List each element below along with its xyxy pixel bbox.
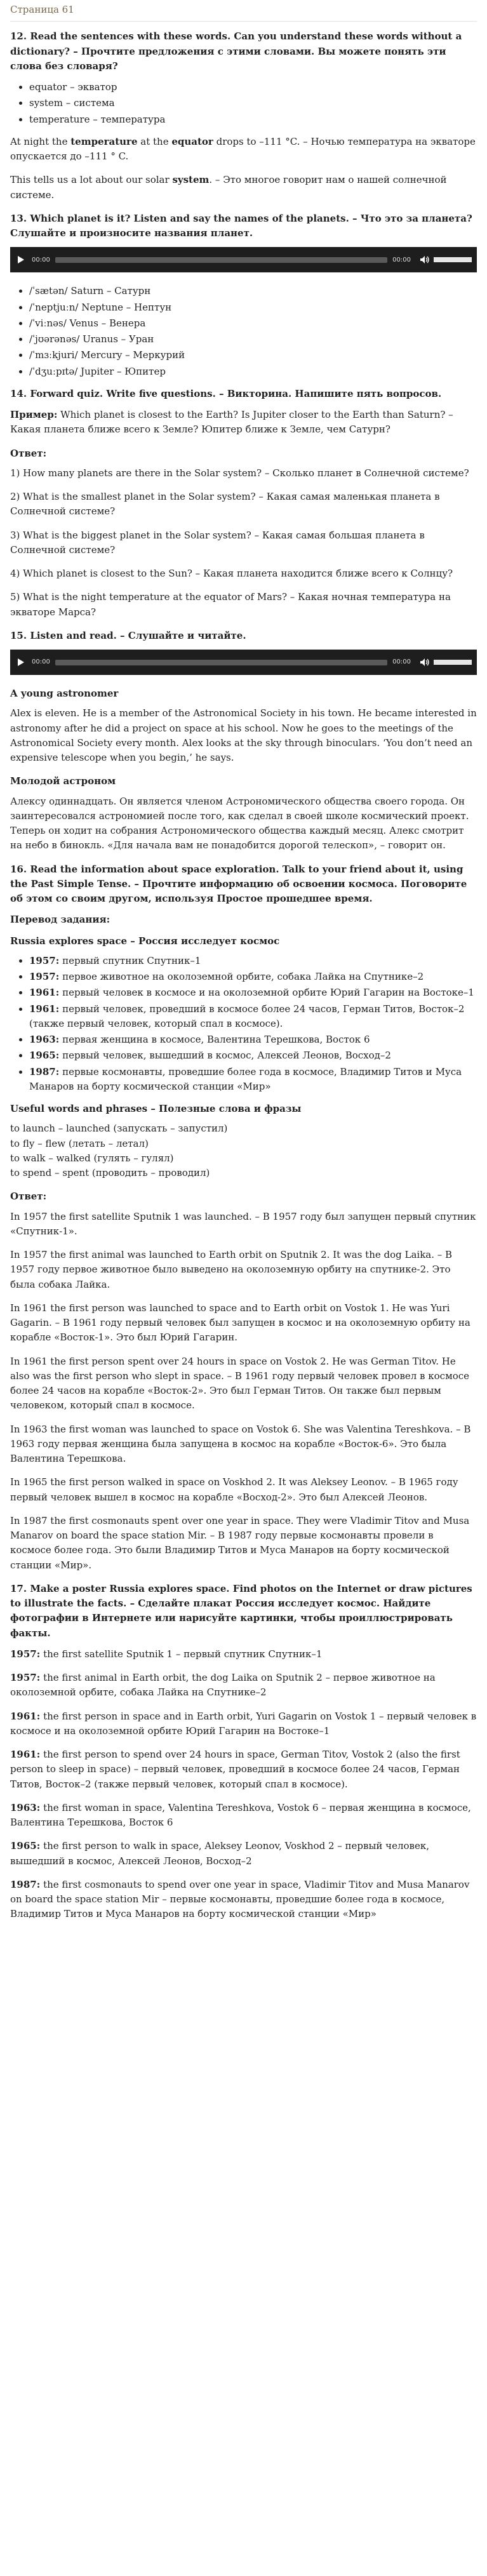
phrase-list: [10, 1121, 477, 1180]
fact-item: [10, 1747, 477, 1792]
answer-item: In 1965 the first person walked in space on Voskhod 2. It was Aleksey Leonov. – В 1965 году первый человек вышел в космос на корабле «Восход-2». Это был Алексей Леонов.: [10, 1476, 458, 1503]
list-item: • /ˈdʒuːpɪtə/ Jupiter – Юпитер: [29, 364, 477, 379]
story-title-ru: Молодой астроном: [10, 775, 116, 787]
ex12-sentence-2: [10, 173, 477, 203]
answer-item: In 1957 the first satellite Sputnik 1 was launched. – В 1957 году был запущен первый спутник «Спутник-1».: [10, 1210, 476, 1237]
text: This tells us a lot about our solar: [10, 174, 173, 186]
fact-text: первый человек, вышедший в космос, Алексей Леонов, Восход–2: [59, 1050, 391, 1062]
translation-label: Перевод задания:: [10, 914, 110, 926]
volume-icon[interactable]: [420, 658, 430, 667]
list-item: [29, 985, 477, 1000]
volume-slider[interactable]: [434, 257, 472, 262]
fact-item: [10, 1878, 477, 1922]
answer-item: 4) Which planet is closest to the Sun? – Какая планета находится ближе всего к Солнцу?: [10, 568, 453, 579]
fact-text: первые космонавты, проведшие более года в космосе, Владимир Титов и Муса Манаров на борту космической станции «Мир»: [29, 1065, 462, 1092]
fact-text: the first animal in Earth orbit, the dog Laika on Sputnik 2 – первое животное на околоземной орбите, собака Лайка на Спутнике–2: [10, 1672, 436, 1698]
fact-item: [10, 1801, 477, 1831]
audio-progress-bar[interactable]: [55, 257, 387, 263]
text: at the: [137, 135, 172, 147]
ex16-heading: 16. Read the information about space exploration. Talk to your friend about it, using the Past Simple Tense. – Прочтите информацию об освоении космоса. Поговорите об этом со своим другом, используя Простое прошедшее время.: [10, 863, 467, 904]
fact-text: первый человек, проведший в космосе более 24 часов, Герман Титов, Восток–2 (также первый человек, который спал в космосе).: [29, 1003, 465, 1029]
list-item: [29, 1032, 477, 1047]
ex13-planet-list: [10, 284, 477, 379]
audio-current-time: 00:00: [32, 658, 50, 666]
fact-year: 1961:: [29, 987, 60, 999]
fact-text: первый человек в космосе и на околоземной орбите Юрий Гагарин на Востоке–1: [59, 987, 474, 999]
example-label: Пример:: [10, 409, 58, 420]
fact-year: 1987:: [29, 1065, 60, 1078]
story-text-en: Alex is eleven. He is a member of the Astronomical Society in his town. He became interested in astronomy after he did a project on space at his school. Now he goes to the meetings of the Astronomical Society every month. Alex looks at the sky through binoculars. ‘You don’t need an expensive telescope when you begin,’ he says.: [10, 707, 477, 763]
audio-progress-bar[interactable]: [55, 660, 387, 665]
fact-item: [10, 1647, 477, 1662]
list-item: [29, 1002, 477, 1032]
audio-duration: 00:00: [392, 256, 411, 264]
answer-item: 2) What is the smallest planet in the Solar system? – Какая самая маленькая планета в Солнечной системе?: [10, 491, 440, 517]
keyword: equator: [171, 135, 213, 147]
answer-item: In 1957 the first animal was launched to Earth orbit on Sputnik 2. It was the dog Laika. – В 1957 году первое животное было выведено на околоземную орбиту на спутнике-2. Это была собака Лайка.: [10, 1249, 453, 1290]
russia-explores-title: Russia explores space – Россия исследует космос: [10, 935, 280, 947]
phrase-item: to spend – spent (проводить – проводил): [10, 1167, 210, 1178]
phrase-item: to walk – walked (гулять – гулял): [10, 1152, 174, 1164]
text: drops to –111 °C. – Ночью температура на экваторе опускается до –111 ° C.: [10, 135, 476, 162]
play-icon[interactable]: [15, 254, 27, 265]
fact-text: the first satellite Sputnik 1 – первый спутник Спутник–1: [40, 1648, 323, 1660]
ex15-heading: 15. Listen and read. – Слушайте и читайте.: [10, 629, 246, 641]
fact-year: 1963:: [10, 1801, 41, 1813]
fact-text: первый спутник Спутник–1: [59, 954, 201, 966]
fact-year: 1965:: [10, 1840, 41, 1852]
answer-item: In 1961 the first person was launched to space and to Earth orbit on Vostok 1. He was Yuri Gagarin. – В 1961 году первый человек был запущен в космос и на околоземную орбиту на корабле «Восток-1». Это был Юрий Гагарин.: [10, 1302, 470, 1344]
fact-year: 1957:: [29, 954, 60, 966]
fact-year: 1957:: [10, 1648, 41, 1660]
ex16-fact-list: [10, 954, 477, 1094]
fact-year: 1987:: [10, 1878, 41, 1890]
ex17-heading: 17. Make a poster Russia explores space. Find photos on the Internet or draw pictures to illustrate the facts. – Сделайте плакат Россия исследует космос. Найдите фотографии в Интернете или нарисуйте картинки, чтобы проиллюстрировать факты.: [10, 1582, 472, 1639]
audio-duration: 00:00: [392, 658, 411, 666]
list-item: [29, 954, 477, 968]
keyword: system: [172, 174, 210, 186]
text: . – Это многое говорит нам о нашей солнечной системе.: [10, 174, 447, 201]
text: At night the: [10, 135, 71, 147]
list-item: • /ˈviːnəs/ Venus – Венера: [29, 316, 477, 331]
ex14-heading: 14. Forward quiz. Write five questions. – Викторина. Напишите пять вопросов.: [10, 387, 442, 399]
useful-words-title: Useful words and phrases – Полезные слова и фразы: [10, 1103, 302, 1114]
fact-item: [10, 1709, 477, 1739]
answer-item: 1) How many planets are there in the Solar system? – Сколько планет в Солнечной системе?: [10, 467, 469, 479]
page-title: Страница 61: [10, 3, 477, 22]
answer-item: In 1987 the first cosmonauts spent over one year in space. They were Vladimir Titov and Musa Manarov on board the space station Mir. – В 1987 году первые космонавты провели в космосе более года. Это были Владимир Титов и Муса Манаров на борту космической станции «Мир».: [10, 1514, 470, 1571]
fact-text: the first person to spend over 24 hours in space, German Titov, Vostok 2 (also the first person to sleep in space) – первый человек, проведший в космосе более 24 часов, Герман Титов, Восток–2 (также первый человек, который спал в космосе).: [10, 1749, 460, 1790]
fact-year: 1961:: [29, 1003, 60, 1015]
audio-current-time: 00:00: [32, 256, 50, 264]
volume-icon[interactable]: [420, 255, 430, 264]
fact-item: [10, 1839, 477, 1869]
story-text-ru: Алексу одиннадцать. Он является членом Астрономического общества своего города. Он заинтересовался астрономией после того, как сделал в своей школе космический проект. Теперь он ходит на собрания Астрономического общества каждый месяц. Алекс смотрит на небо в бинокль. «Для начала вам не понадобится дорогой телескоп», – говорит он.: [10, 795, 469, 851]
fact-year: 1963:: [29, 1034, 60, 1045]
phrase-item: to launch – launched (запускать – запустил): [10, 1123, 228, 1135]
ex12-word-list: [10, 80, 477, 127]
audio-player: [10, 247, 477, 272]
answer-item: In 1961 the first person spent over 24 hours in space on Vostok 2. He was German Titov. He also was the first person who slept in space. – В 1961 году первый человек провел в космосе более 24 часов на корабле «Восток-2». Это был Герман Титов. Он также был первым человеком, который спал в космосе.: [10, 1355, 470, 1411]
list-item: • /ˈsætən/ Saturn – Сатурн: [29, 284, 477, 298]
volume-slider[interactable]: [434, 660, 472, 665]
list-item: • /ˈjʊərənəs/ Uranus – Уран: [29, 332, 477, 347]
list-item: [29, 1065, 477, 1095]
fact-year: 1957:: [10, 1672, 41, 1683]
list-item: [29, 1048, 477, 1063]
story-title-en: A young astronomer: [10, 688, 119, 699]
fact-year: 1965:: [29, 1050, 60, 1062]
ex14-example: [10, 408, 477, 437]
ex13-heading: 13. Which planet is it? Listen and say the names of the planets. – Что это за планета? Слушайте и произносите названия планет.: [10, 212, 472, 239]
fact-text: первое животное на околоземной орбите, собака Лайка на Спутнике–2: [59, 971, 424, 982]
list-item: • equator – экватор: [29, 80, 477, 95]
fact-item: [10, 1671, 477, 1700]
fact-year: 1957:: [29, 971, 60, 982]
list-item: • /ˈmɜːkjuri/ Mercury – Меркурий: [29, 348, 477, 363]
fact-text: the first woman in space, Valentina Tereshkova, Vostok 6 – первая женщина в космосе, Валентина Терешкова, Восток 6: [10, 1801, 471, 1828]
fact-text: первая женщина в космосе, Валентина Терешкова, Восток 6: [59, 1034, 370, 1045]
example-text: Which planet is closest to the Earth? Is Jupiter closer to the Earth than Saturn? – Какая планета ближе всего к Земле? Юпитер ближе к Земле, чем Сатурн?: [10, 409, 453, 436]
ex16-answer-label: Ответ:: [10, 1191, 47, 1203]
fact-year: 1961:: [10, 1710, 41, 1722]
fact-text: the first cosmonauts to spend over one year in space, Vladimir Titov and Musa Manarov on board the space station Mir – первые космонавты, проведшие более года в космосе, Владимир Титов и Муса Манаров на борту космической станции «Мир»: [10, 1878, 470, 1920]
answer-item: 3) What is the biggest planet in the Solar system? – Какая самая большая планета в Солнечной системе?: [10, 529, 425, 556]
fact-text: the first person to walk in space, Aleksey Leonov, Voskhod 2 – первый человек, вышедший в космос, Алексей Леонов, Восход–2: [10, 1840, 429, 1867]
fact-year: 1961:: [10, 1749, 41, 1760]
ex14-answer-label: Ответ:: [10, 447, 47, 459]
answer-item: 5) What is the night temperature at the equator of Mars? – Какая ночная температура на экваторе Марса?: [10, 591, 451, 618]
list-item: • temperature – температура: [29, 112, 477, 127]
keyword: temperature: [70, 135, 138, 147]
phrase-item: to fly – flew (летать – летал): [10, 1137, 149, 1149]
list-item: • /ˈneptjuːn/ Neptune – Нептун: [29, 300, 477, 315]
ex12-heading: 12. Read the sentences with these words. Can you understand these words without a dictionary? – Прочтите предложения с этими словами. Вы можете понять эти слова без словаря?: [10, 30, 462, 72]
play-icon[interactable]: [15, 657, 27, 668]
ex12-sentence-1: [10, 135, 477, 164]
answer-item: In 1963 the first woman was launched to space on Vostok 6. She was Valentina Tereshkova. – В 1963 году первая женщина была запущена в космос на корабле «Восток-6». Это была Валентина Терешкова.: [10, 1423, 471, 1464]
fact-text: the first person in space and in Earth orbit, Yuri Gagarin on Vostok 1 – первый человек в космосе и на околоземной орбите Юрий Гагарин на Востоке–1: [10, 1710, 477, 1737]
list-item: • system – система: [29, 96, 477, 110]
audio-player: [10, 650, 477, 675]
list-item: [29, 970, 477, 984]
